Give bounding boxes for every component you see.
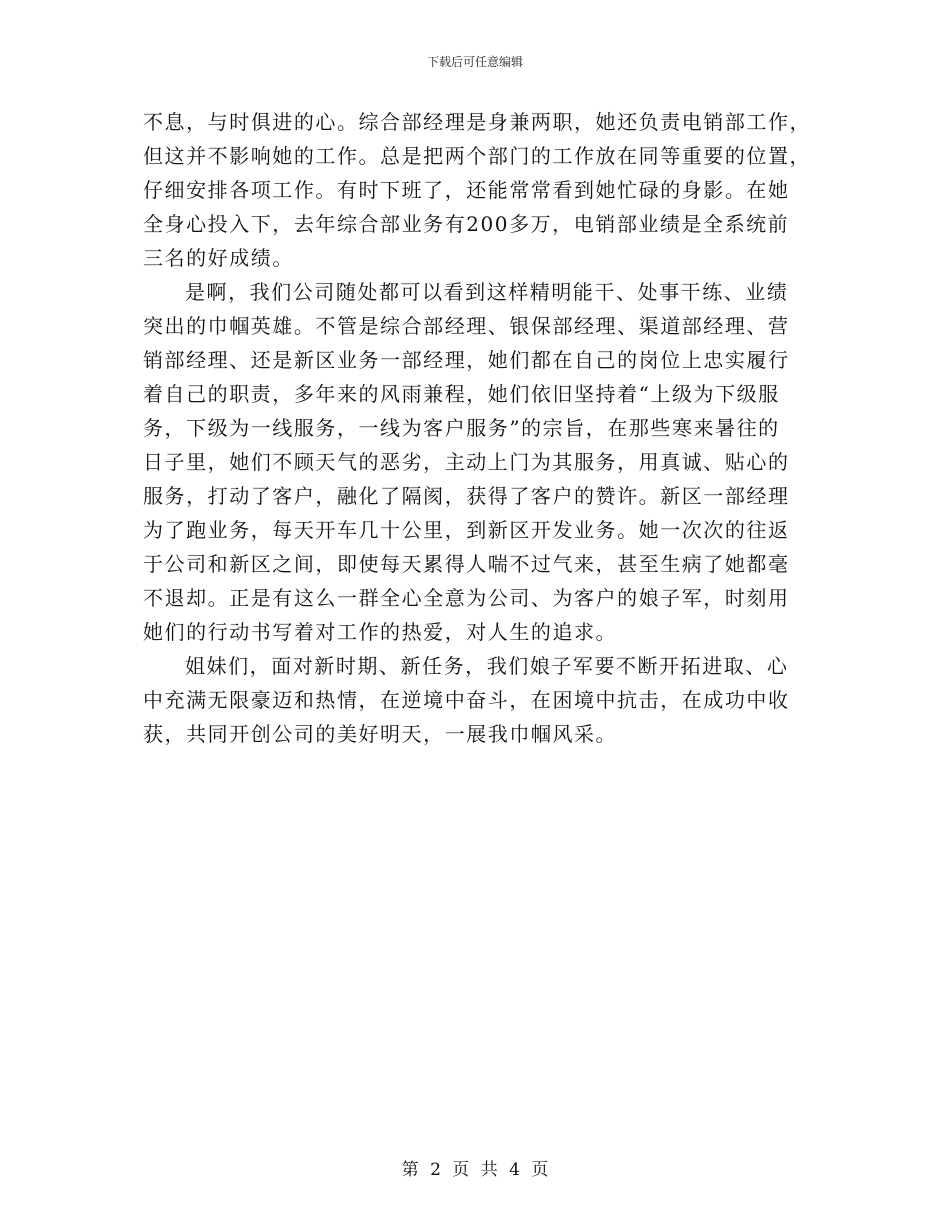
text-line: 三名的好成绩。 xyxy=(143,246,294,270)
text-line: 是啊，我们公司随处都可以看到这样精明能干、处事干练、业绩 xyxy=(185,280,789,304)
text-line: 获，共同开创公司的美好明天，一展我巾帼风采。 xyxy=(143,722,618,746)
paragraph-2 xyxy=(143,275,807,649)
paragraph-1 xyxy=(143,105,812,275)
text-line: 着自己的职责，多年来的风雨兼程，她们依旧坚持着“上级为下级服 xyxy=(143,382,780,406)
text-line: 中充满无限豪迈和热情，在逆境中奋斗，在困境中抗击，在成功中收 xyxy=(143,688,790,712)
text-line: 但这并不影响她的工作。总是把两个部门的工作放在同等重要的位置， xyxy=(143,144,812,168)
page-header: 下载后可任意编辑 xyxy=(426,55,523,69)
text-line: 不退却。正是有这么一群全心全意为公司、为客户的娘子军，时刻用 xyxy=(143,586,790,610)
document-body xyxy=(143,105,812,751)
text-line: 服务，打动了客户，融化了隔阂，获得了客户的赞许。新区一部经理 xyxy=(143,484,790,508)
text-line: 务，下级为一线服务，一线为客户服务”的宗旨，在那些寒来暑往的 xyxy=(143,416,780,440)
paragraph-3 xyxy=(143,649,807,751)
text-line: 她们的行动书写着对工作的热爱，对人生的追求。 xyxy=(143,620,618,644)
text-line: 不息，与时俱进的心。综合部经理是身兼两职，她还负责电销部工作， xyxy=(143,110,812,134)
text-line: 于公司和新区之间，即使每天累得人喘不过气来，甚至生病了她都毫 xyxy=(143,552,790,576)
text-line: 突出的巾帼英雄。不管是综合部经理、银保部经理、渠道部经理、营 xyxy=(143,314,790,338)
text-line: 销部经理、还是新区业务一部经理，她们都在自己的岗位上忠实履行 xyxy=(143,348,790,372)
text-line: 为了跑业务，每天开车几十公里，到新区开发业务。她一次次的往返 xyxy=(143,518,790,542)
page-footer: 第 2 页 共 4 页 xyxy=(401,1160,549,1180)
text-line: 全身心投入下，去年综合部业务有200多万，电销部业绩是全系统前 xyxy=(143,212,790,236)
text-line: 日子里，她们不顾天气的恶劣，主动上门为其服务，用真诚、贴心的 xyxy=(143,450,790,474)
text-line: 仔细安排各项工作。有时下班了，还能常常看到她忙碌的身影。在她 xyxy=(143,178,790,202)
text-line: 姐妹们，面对新时期、新任务，我们娘子军要不断开拓进取、心 xyxy=(185,654,789,678)
